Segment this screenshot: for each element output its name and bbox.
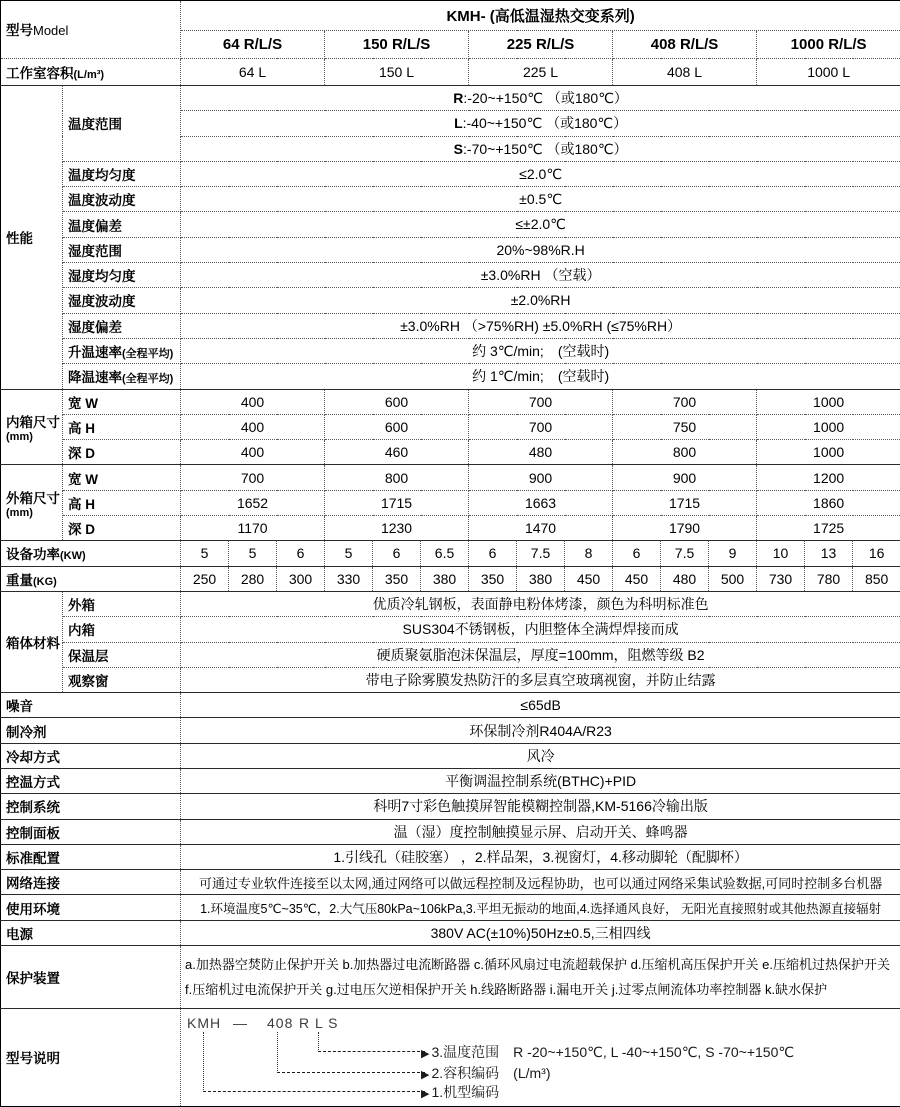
perf-row [1,212,900,237]
dim-label: 深 D [63,516,181,541]
volume-unit: (L/m³) [73,68,105,81]
arrow-icon: ▶ [421,1087,430,1100]
row-label: 温度均匀度 [63,161,181,186]
row-label: 湿度波动度 [63,288,181,313]
dim-value-cell: 1000 [757,440,900,465]
dim-value-cell: 800 [613,440,757,465]
perf-row [1,263,900,288]
row-label [63,364,181,389]
power-value-cell: 5 [181,541,229,566]
category-unit: (mm) [6,506,33,519]
material-row [1,642,900,667]
power-label-text: 设备功率 [6,547,60,563]
volume-value-cell: 64 L [181,58,325,85]
row-label: 湿度范围 [63,237,181,262]
dim-value-cell: 1170 [181,516,325,541]
legend-text: 3.温度范围 R -20~+150℃, L -40~+150℃, S -70~+150℃ [431,1043,795,1060]
dim-label: 宽 W [63,389,181,414]
dim-value-cell: 900 [613,465,757,490]
spec-row [1,794,900,819]
spec-row [1,743,900,768]
row-value: ±2.0%RH [181,288,900,313]
power-value-cell: 7.5 [517,541,565,566]
row-label: 冷却方式 [1,743,181,768]
header-row-series [1,1,900,31]
material-row [1,667,900,692]
row-value: 风冷 [181,743,900,768]
temp-range-row-r [1,85,900,110]
row-value: 1.环境温度5℃~35℃，2.大气压80kPa~106kPa,3.平坦无振动的地面,4.选择通风良好， 无阳光直接照射或其他热源直接辐射 [181,895,900,920]
row-label: 型号说明 [1,1008,181,1106]
outer-dims-category [1,465,63,541]
row-label: 保护装置 [1,946,181,1009]
spec-row [1,819,900,844]
ramp-up-row [1,338,900,363]
spec-row [1,870,900,895]
perf-row [1,237,900,262]
row-value: SUS304不锈钢板，内胆整体全满焊焊接而成 [181,617,900,642]
volume-value-cell: 150 L [325,58,469,85]
protection-row [1,946,900,1009]
weight-value-cell: 480 [661,566,709,591]
code-dash: — [233,1014,249,1031]
model-name-cell: 1000 R/L/S [757,31,900,58]
row-label: 网络连接 [1,870,181,895]
volume-row [1,58,900,85]
dim-label: 深 D [63,440,181,465]
volume-label-text: 工作室容积 [6,65,74,81]
weight-value-cell: 300 [277,566,325,591]
row-value: 约 1℃/min; (空载时) [181,364,900,389]
dim-value-cell: 750 [613,414,757,439]
performance-category: 性能 [1,85,63,389]
dim-value-cell: 400 [181,440,325,465]
power-value-cell: 16 [853,541,900,566]
weight-value-cell: 500 [709,566,757,591]
row-label: 噪音 [1,693,181,718]
row-label: 标准配置 [1,844,181,869]
row-value: ±0.5℃ [181,187,900,212]
spec-row [1,844,900,869]
dim-value-cell: 480 [469,440,613,465]
ramp-label: 升温速率 [68,345,122,361]
weight-value-cell: 330 [325,566,373,591]
row-value: 380V AC(±10%)50Hz±0.5,三相四线 [181,920,900,945]
materials-category: 箱体材料 [1,591,63,692]
dim-label: 高 H [63,490,181,515]
weight-value-cell: 850 [853,566,900,591]
code-temp: R L S [299,1014,339,1031]
power-row [1,541,900,566]
model-name-cell: 150 R/L/S [325,31,469,58]
row-value: 科明7寸彩色触摸屏智能模糊控制器,KM-5166冷输出版 [181,794,900,819]
legend-text: 1.机型编码 [431,1083,500,1100]
dim-value-cell: 460 [325,440,469,465]
row-value: 优质冷轧钢板，表面静电粉体烤漆，颜色为科明标准色 [181,591,900,616]
range-prefix: L [454,115,463,132]
model-name-cell: 408 R/L/S [613,31,757,58]
dim-value-cell: 900 [469,465,613,490]
dim-value-cell: 700 [181,465,325,490]
arrow-icon: ▶ [421,1047,430,1060]
volume-value-cell: 1000 L [757,58,900,85]
row-value: 硬质聚氨脂泡沫保温层，厚度=100mm，阻燃等级 B2 [181,642,900,667]
power-value-cell: 6 [373,541,421,566]
power-value-cell: 5 [325,541,373,566]
dim-value-cell: 1860 [757,490,900,515]
power-value-cell: 6 [469,541,517,566]
volume-value-cell: 225 L [469,58,613,85]
dim-value-cell: 1000 [757,389,900,414]
perf-row [1,288,900,313]
model-name-cell: 64 R/L/S [181,31,325,58]
weight-unit: (KG) [33,575,57,588]
dim-label: 高 H [63,414,181,439]
model-code-diagram [181,1008,900,1106]
spec-row [1,693,900,718]
temp-range-label: 温度范围 [63,85,181,161]
model-key-row [1,1008,900,1106]
weight-value-cell: 250 [181,566,229,591]
dim-label: 宽 W [63,465,181,490]
row-value: ≤±2.0℃ [181,212,900,237]
material-row [1,591,900,616]
dim-value-cell: 1715 [613,490,757,515]
weight-value-cell: 350 [469,566,517,591]
dim-value-cell: 600 [325,389,469,414]
spec-row [1,768,900,793]
protection-line-1: a.加热器空焚防止保护开关 b.加热器过电流断路器 c.循环风扇过电流超载保护 d.压缩机高压保护开关 e.压缩机过热保护开关 [185,956,890,972]
dim-value-cell: 1652 [181,490,325,515]
weight-value-cell: 280 [229,566,277,591]
row-value: 1.引线孔（硅胶塞） ，2.样品架，3.视窗灯，4.移动脚轮（配脚杯） [181,844,900,869]
legend-line-1 [421,1083,499,1103]
dim-value-cell: 400 [181,389,325,414]
dim-value-cell: 1000 [757,414,900,439]
power-unit: (KW) [60,550,86,563]
outer-dims-row [1,465,900,490]
row-value: 环保制冷剂R404A/R23 [181,718,900,743]
spec-row [1,895,900,920]
row-value: 可通过专业软件连接至以太网,通过网络可以做远程控制及远程协助，也可以通过网络采集试验数据,可同时控制多台机器 [181,870,900,895]
ramp-label-sub: (全程平均) [122,348,174,361]
weight-label-text: 重量 [6,572,33,588]
weight-value-cell: 380 [517,566,565,591]
row-label: 湿度偏差 [63,313,181,338]
category-unit: (mm) [6,430,33,443]
power-value-cell: 9 [709,541,757,566]
legend-text: 2.容积编码 (L/m³) [431,1064,551,1081]
row-label: 温度偏差 [63,212,181,237]
connector-line-series [203,1032,425,1092]
row-label: 湿度均匀度 [63,263,181,288]
row-label: 控温方式 [1,768,181,793]
range-text: :-20~+150℃ （或180℃） [463,90,628,107]
code-volume: 408 [267,1014,294,1031]
inner-dims-category [1,389,63,465]
row-label [63,338,181,363]
category-text: 外箱尺寸 [6,490,60,506]
dim-value-cell: 1230 [325,516,469,541]
row-label: 保温层 [63,642,181,667]
protection-value [181,946,900,1009]
temp-range-r-value [181,85,900,110]
material-row [1,617,900,642]
weight-value-cell: 350 [373,566,421,591]
row-value: 温（湿）度控制触摸显示屏、启动开关、蜂鸣器 [181,819,900,844]
row-value: ±3.0%RH （>75%RH) ±5.0%RH (≤75%RH） [181,313,900,338]
range-text: :-40~+150℃ （或180℃） [462,115,628,132]
dim-value-cell: 700 [613,389,757,414]
row-value: 平衡调温控制系统(BTHC)+PID [181,768,900,793]
row-value: 约 3℃/min; (空载时) [181,338,900,363]
perf-row [1,187,900,212]
category-text: 内箱尺寸 [6,414,60,430]
model-name-cell: 225 R/L/S [469,31,613,58]
ramp-label-sub: (全程平均) [122,373,174,386]
dim-value-cell: 1725 [757,516,900,541]
arrow-icon: ▶ [421,1068,430,1081]
dim-value-cell: 600 [325,414,469,439]
power-value-cell: 13 [805,541,853,566]
temp-range-s-value [181,136,900,161]
spec-row [1,718,900,743]
inner-dims-row [1,440,900,465]
weight-value-cell: 780 [805,566,853,591]
row-label: 电源 [1,920,181,945]
power-value-cell: 6.5 [421,541,469,566]
dim-value-cell: 700 [469,389,613,414]
weight-label [1,566,181,591]
row-label: 使用环境 [1,895,181,920]
row-label: 外箱 [63,591,181,616]
inner-dims-row [1,389,900,414]
dim-value-cell: 1790 [613,516,757,541]
temp-range-l-value [181,111,900,136]
model-label-cell [1,1,181,59]
ramp-down-row [1,364,900,389]
spec-row [1,920,900,945]
weight-value-cell: 730 [757,566,805,591]
range-prefix: S [453,140,464,157]
legend-line-3 [421,1043,794,1063]
code-series: KMH [187,1014,222,1031]
outer-dims-row [1,490,900,515]
row-value: 20%~98%R.H [181,237,900,262]
row-value: ≤65dB [181,693,900,718]
row-label: 制冷剂 [1,718,181,743]
row-value: 带电子除雾膜发热防汗的多层真空玻璃视窗，并防止结露 [181,667,900,692]
weight-value-cell: 380 [421,566,469,591]
dim-value-cell: 800 [325,465,469,490]
perf-row [1,161,900,186]
power-value-cell: 6 [277,541,325,566]
dim-value-cell: 1663 [469,490,613,515]
series-title: KMH- (高低温湿热交变系列) [181,1,900,31]
row-label: 控制系统 [1,794,181,819]
power-value-cell: 10 [757,541,805,566]
weight-value-cell: 450 [565,566,613,591]
inner-dims-row [1,414,900,439]
diagram-canvas [181,1010,900,1105]
model-label-en: Model [33,23,69,39]
volume-value-cell: 408 L [613,58,757,85]
volume-label [1,58,181,85]
row-label: 温度波动度 [63,187,181,212]
power-value-cell: 8 [565,541,613,566]
power-value-cell: 7.5 [661,541,709,566]
dim-value-cell: 400 [181,414,325,439]
row-label: 控制面板 [1,819,181,844]
power-label [1,541,181,566]
perf-row [1,313,900,338]
power-value-cell: 6 [613,541,661,566]
row-value: ≤2.0℃ [181,161,900,186]
dim-value-cell: 1715 [325,490,469,515]
weight-value-cell: 450 [613,566,661,591]
outer-dims-row [1,516,900,541]
model-label: 型号 [6,23,33,39]
dim-value-cell: 1470 [469,516,613,541]
ramp-label: 降温速率 [68,370,122,386]
range-prefix: R [453,90,464,107]
power-value-cell: 5 [229,541,277,566]
dim-value-cell: 700 [469,414,613,439]
weight-row [1,566,900,591]
row-label: 内箱 [63,617,181,642]
range-text: :-70~+150℃ （或180℃） [463,140,628,157]
protection-line-2: f.压缩机过电流保护开关 g.过电压欠逆相保护开关 h.线路断路器 i.漏电开关 j.过零点闸流体功率控制器 k.缺水保护 [185,981,828,997]
legend-line-2 [421,1064,550,1084]
dim-value-cell: 1200 [757,465,900,490]
row-value: ±3.0%RH （空载） [181,263,900,288]
row-label: 观察窗 [63,667,181,692]
